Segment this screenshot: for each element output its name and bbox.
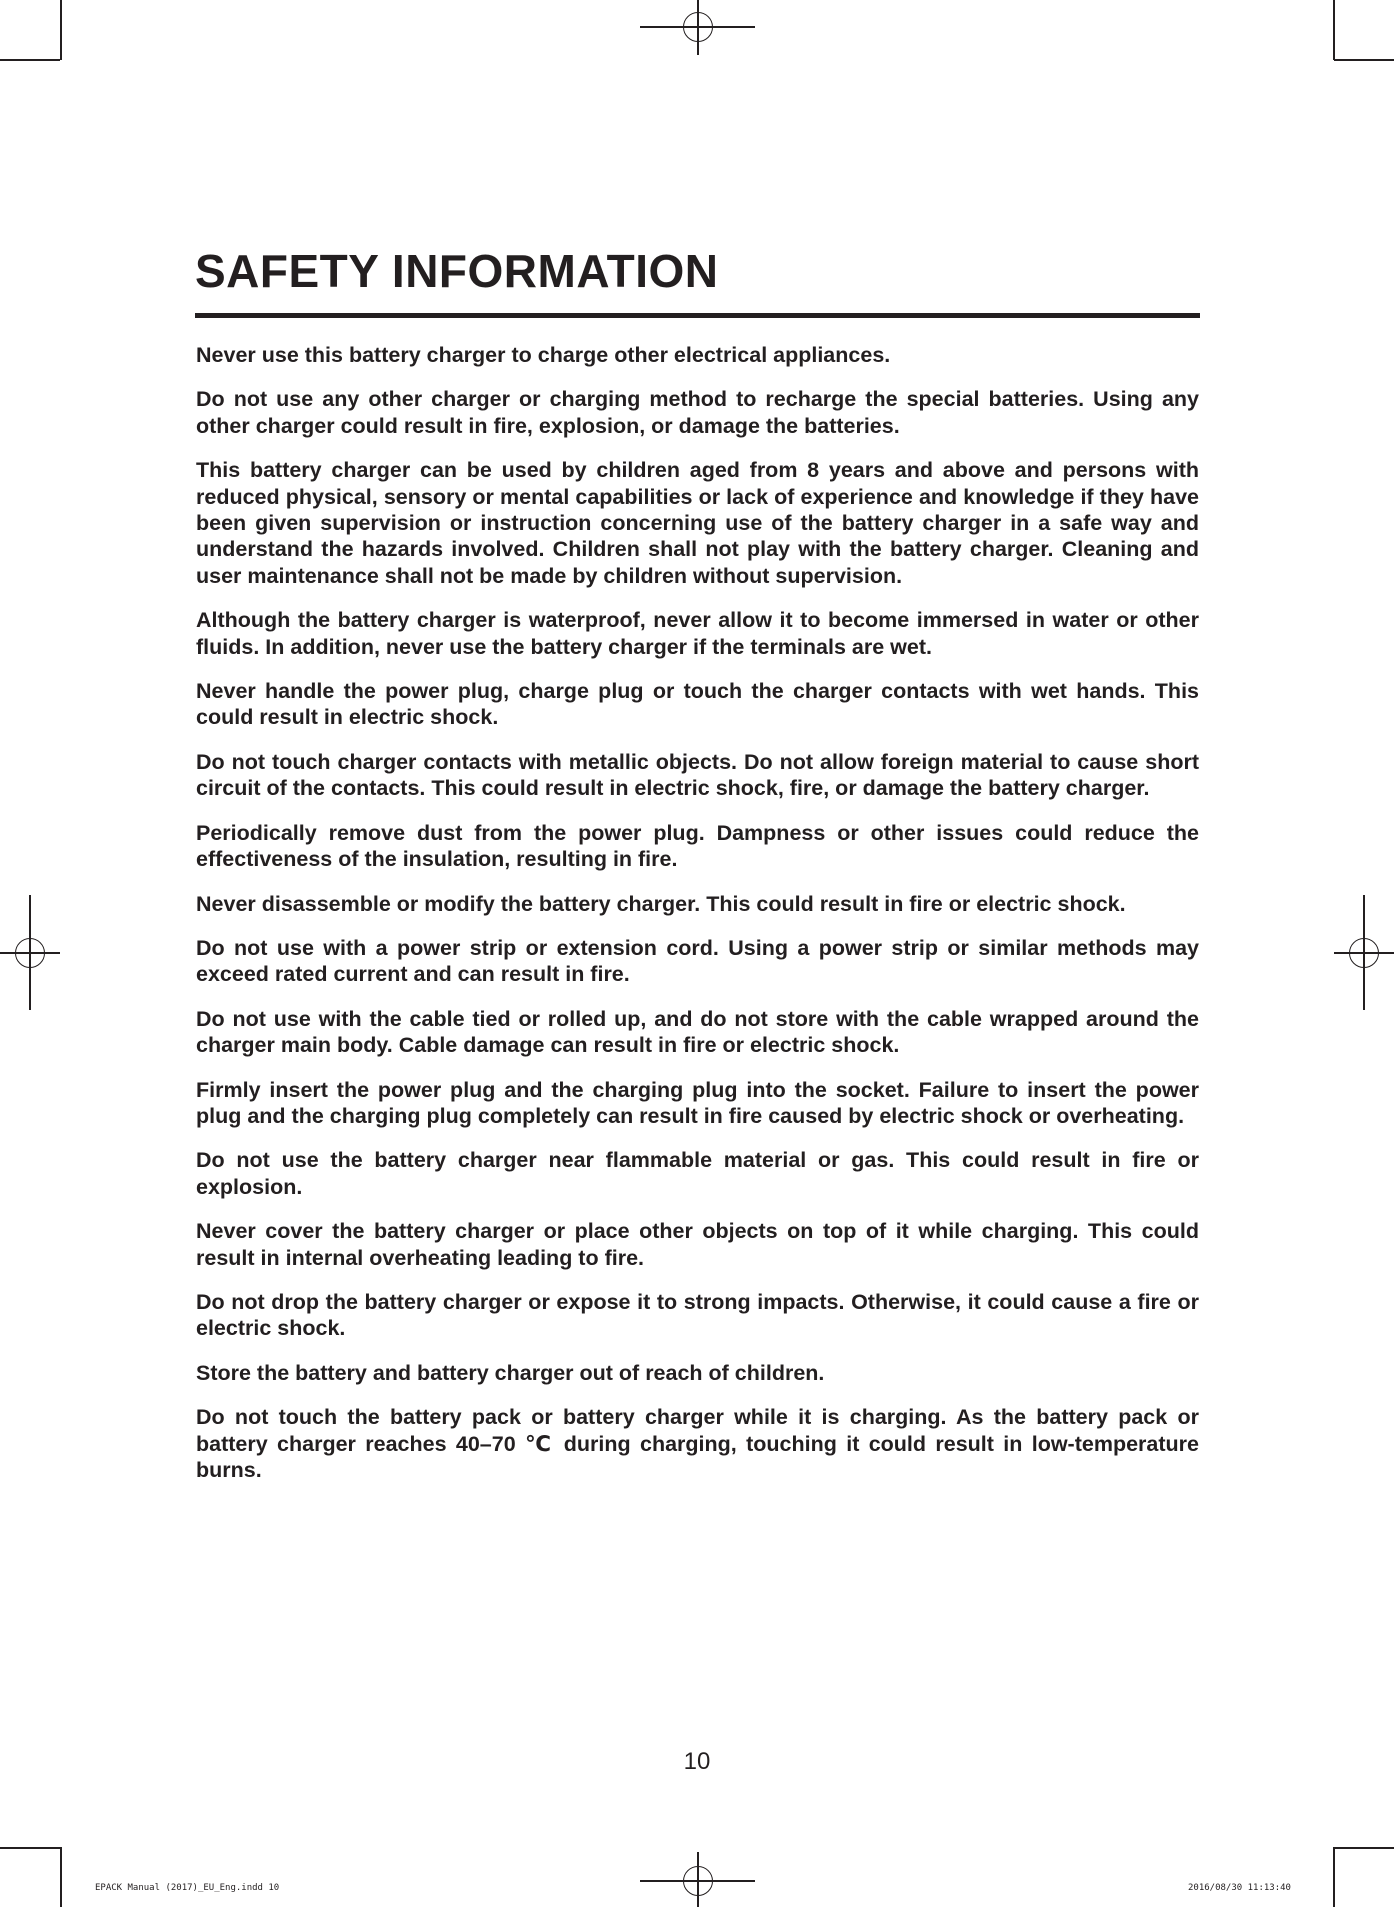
safety-paragraph-list — [196, 342, 1199, 1501]
print-slug-timestamp: 2016/08/30 11:13:40 — [1188, 1883, 1291, 1893]
safety-paragraph: Do not use with the cable tied or rolled up, and do not store with the cable wrapped around the charger main body. Cable damage can result in fire or electric shock. — [196, 1006, 1199, 1058]
safety-paragraph: This battery charger can be used by children aged from 8 years and above and persons with reduced physical, sensory or mental capabilities or lack of experience and knowledge if they have been given supervision or instruction concerning use of the battery charger in a safe way and understand the hazards involved. Children shall not play with the battery charger. Cleaning and user maintenance shall not be made by children without supervision. — [196, 458, 1199, 588]
safety-paragraph: Do not use any other charger or charging method to recharge the special batteries. Using any other charger could result in fire, explosion, or damage the batteries. — [196, 387, 1199, 438]
title-divider — [195, 313, 1200, 318]
safety-paragraph: Although the battery charger is waterproof, never allow it to become immersed in water or other fluids. In addition, never use the battery charger if the terminals are wet. — [196, 608, 1199, 659]
page-title: SAFETY INFORMATION — [195, 245, 719, 297]
safety-paragraph: Do not touch the battery pack or battery charger while it is charging. As the battery pack or battery charger reaches 40–70 ℃ during charging, touching it could result in low-temperature burns. — [196, 1405, 1199, 1482]
print-slug-file: EPACK Manual (2017)_EU_Eng.indd 10 — [95, 1883, 280, 1893]
safety-paragraph: Never cover the battery charger or place other objects on top of it while charging. This could result in internal overheating leading to fire. — [196, 1219, 1199, 1270]
safety-paragraph: Never handle the power plug, charge plug or touch the charger contacts with wet hands. This could result in electric shock. — [196, 679, 1199, 730]
safety-paragraph: Never disassemble or modify the battery charger. This could result in fire or electric shock. — [196, 891, 1126, 916]
page-number: 10 — [683, 1748, 711, 1775]
safety-paragraph: Do not use with a power strip or extension cord. Using a power strip or similar methods may exceed rated current and can result in fire. — [196, 935, 1199, 987]
safety-paragraph: Periodically remove dust from the power plug. Dampness or other issues could reduce the effectiveness of the insulation, resulting in fire. — [196, 820, 1199, 872]
safety-paragraph: Do not drop the battery charger or expose it to strong impacts. Otherwise, it could cause a fire or electric shock. — [196, 1289, 1199, 1341]
safety-paragraph: Store the battery and battery charger out of reach of children. — [196, 1360, 825, 1385]
safety-paragraph: Firmly insert the power plug and the charging plug into the socket. Failure to insert the power plug and the charging plug completely can result in fire caused by electric shock or overheating. — [196, 1077, 1199, 1128]
safety-paragraph: Do not use the battery charger near flammable material or gas. This could result in fire or explosion. — [196, 1148, 1199, 1199]
safety-paragraph: Never use this battery charger to charge other electrical appliances. — [196, 343, 891, 367]
safety-paragraph: Do not touch charger contacts with metallic objects. Do not allow foreign material to cause short circuit of the contacts. This could result in electric shock, fire, or damage the battery charger. — [196, 749, 1199, 801]
